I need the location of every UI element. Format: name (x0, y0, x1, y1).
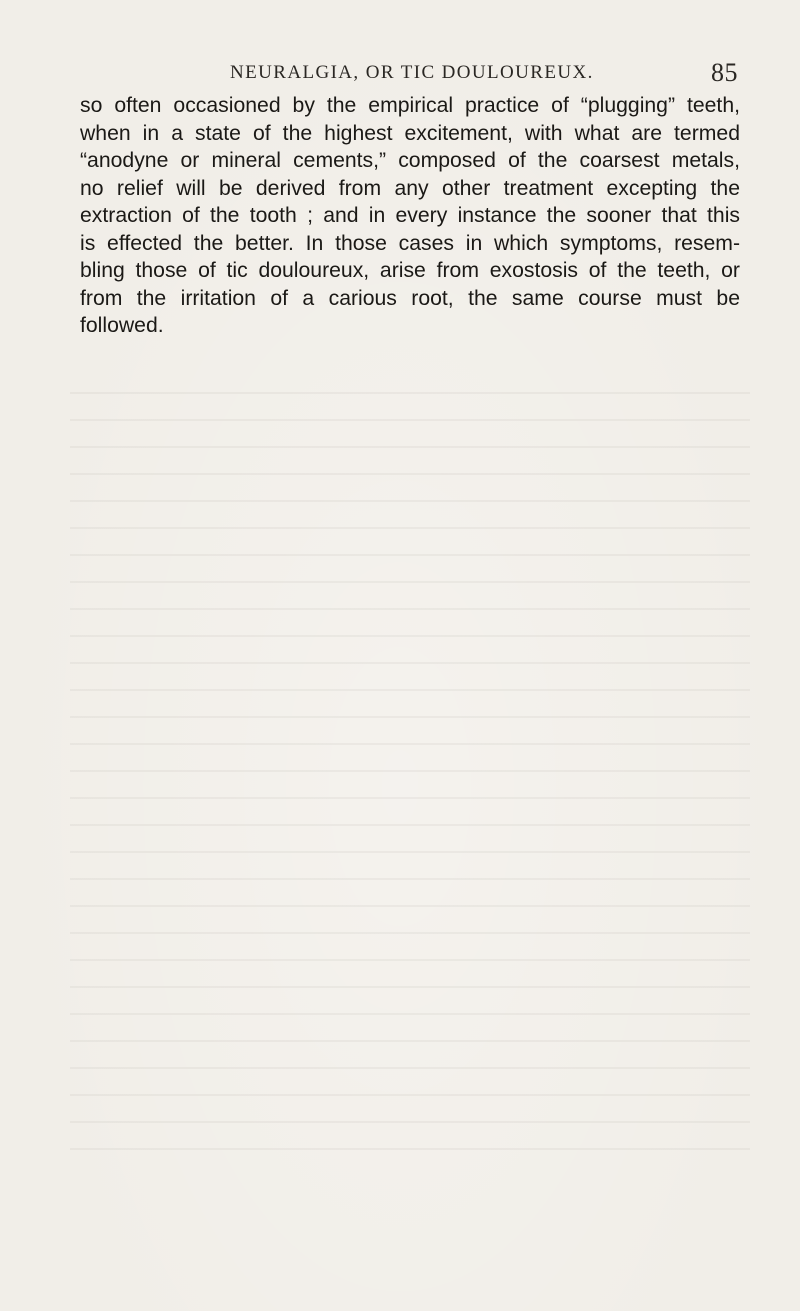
page-number: 85 (711, 58, 738, 87)
text-line: no relief will be derived from any other treatment excepting the (80, 176, 740, 200)
text-line: so often occasioned by the empirical practice of “plugging” teeth, (80, 94, 740, 117)
text-line: from the irritation of a carious root, the same course must be (80, 286, 740, 310)
show-through-texture (70, 370, 750, 1150)
running-head-title: NEURALGIA, OR TIC DOULOUREUX. (230, 62, 594, 83)
text-line: extraction of the tooth ; and in every instance the sooner that this (80, 204, 740, 227)
body-paragraph (80, 92, 740, 340)
text-line: is effected the better. In those cases in which symptoms, resem- (80, 231, 740, 255)
text-line: followed. (80, 314, 164, 337)
text-line: when in a state of the highest excitement, with what are termed (80, 121, 740, 145)
running-head (80, 58, 740, 88)
text-line: “anodyne or mineral cements,” composed of the coarsest metals, (80, 149, 740, 172)
text-line: bling those of tic douloureux, arise from exostosis of the teeth, or (80, 259, 740, 282)
